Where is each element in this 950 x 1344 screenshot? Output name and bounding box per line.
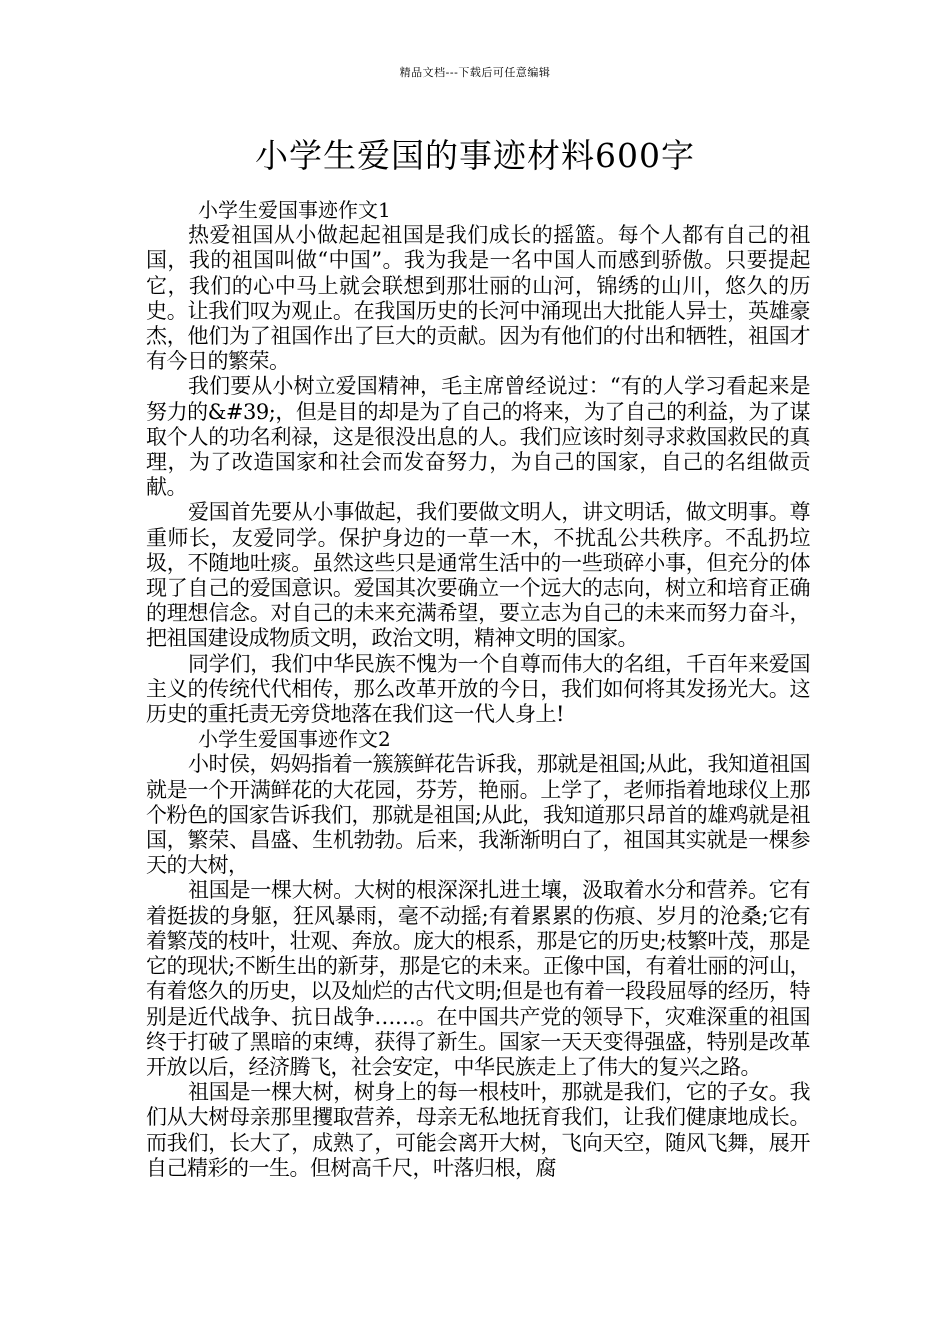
paragraph: 我们要从小树立爱国精神，毛主席曾经说过：“有的人学习看起来是努力的&#39;，但是目的却是为了自己的将来，为了自己的利益，为了谋取个人的功名利禄，这是很没出息的人。我们应该时刻寻求救国救民的真理，为了改造国家和社会而发奋努力，为自己的国家，自己的名组做贡献。 bbox=[146, 374, 810, 500]
paragraph: 祖国是一棵大树。大树的根深深扎进土壤，汲取着水分和营养。它有着挺拔的身躯，狂风暴雨，毫不动摇;有着累累的伤痕、岁月的沧桑;它有着繁茂的枝叶，壮观、奔放。庞大的根系，那是它的历史;枝繁叶茂，那是它的现状;不断生出的新芽，那是它的未来。正像中国，有着壮丽的河山，有着悠久的历史，以及灿烂的古代文明;但是也有着一段段屈辱的经历，特别是近代战争、抗日战争……。在中国共产党的领导下，灾难深重的祖国终于打破了黑暗的束缚，获得了新生。国家一天天变得强盛，特别是改革开放以后，经济腾飞，社会安定，中华民族走上了伟大的复兴之路。 bbox=[146, 878, 810, 1079]
paragraph: 同学们，我们中华民族不愧为一个自尊而伟大的名组，千百年来爱国主义的传统代代相传，那么改革开放的今日，我们如何将其发扬光大。这历史的重托责无旁贷地落在我们这一代人身上! bbox=[146, 651, 810, 727]
paragraph: 热爱祖国从小做起起祖国是我们成长的摇篮。每个人都有自己的祖国，我的祖国叫做“中国”。我为我是一名中国人而感到骄傲。只要提起它，我们的心中马上就会联想到那壮丽的山河，锦绣的山川，悠久的历史。让我们叹为观止。在我国历史的长河中涌现出大批能人异士，英雄豪杰，他们为了祖国作出了巨大的贡献。因为有他们的付出和牺牲，祖国才有今日的繁荣。 bbox=[146, 223, 810, 374]
section-heading: 小学生爱国事迹作文1 bbox=[198, 198, 391, 222]
section-heading: 小学生爱国事迹作文2 bbox=[198, 727, 391, 752]
paragraph: 小时侯，妈妈指着一簇簇鲜花告诉我，那就是祖国;从此，我知道祖国就是一个开满鲜花的大花园，芬芳，艳丽。上学了，老师指着地球仪上那个粉色的国家告诉我们，那就是祖国;从此，我知道那只昂首的雄鸡就是祖国，繁荣、昌盛、生机勃勃。后来，我渐渐明白了，祖国其实就是一棵参天的大树， bbox=[146, 752, 810, 878]
page-header-watermark: 精品文档---下载后可任意编辑 bbox=[399, 66, 551, 79]
paragraph: 祖国是一棵大树，树身上的每一根枝叶，那就是我们，它的子女。我们从大树母亲那里攫取营养，母亲无私地抚育我们，让我们健康地成长。而我们，长大了，成熟了，可能会离开大树，飞向天空，随风飞舞，展开自己精彩的一生。但树高千尺，叶落归根，腐 bbox=[146, 1080, 810, 1180]
document-title: 小学生爱国的事迹材料600字 bbox=[255, 136, 695, 175]
paragraph: 爱国首先要从小事做起，我们要做文明人，讲文明话，做文明事。尊重师长，友爱同学。保护身边的一草一木，不扰乱公共秩序。不乱扔垃圾，不随地吐痰。虽然这些只是通常生活中的一些琐碎小事，但充分的体现了自己的爱国意识。爱国其次要确立一个远大的志向，树立和培育正确的理想信念。对自己的未来充满希望，要立志为自己的未来而努力奋斗，把祖国建设成物质文明，政治文明，精神文明的国家。 bbox=[146, 500, 810, 651]
document-body bbox=[146, 198, 810, 1181]
